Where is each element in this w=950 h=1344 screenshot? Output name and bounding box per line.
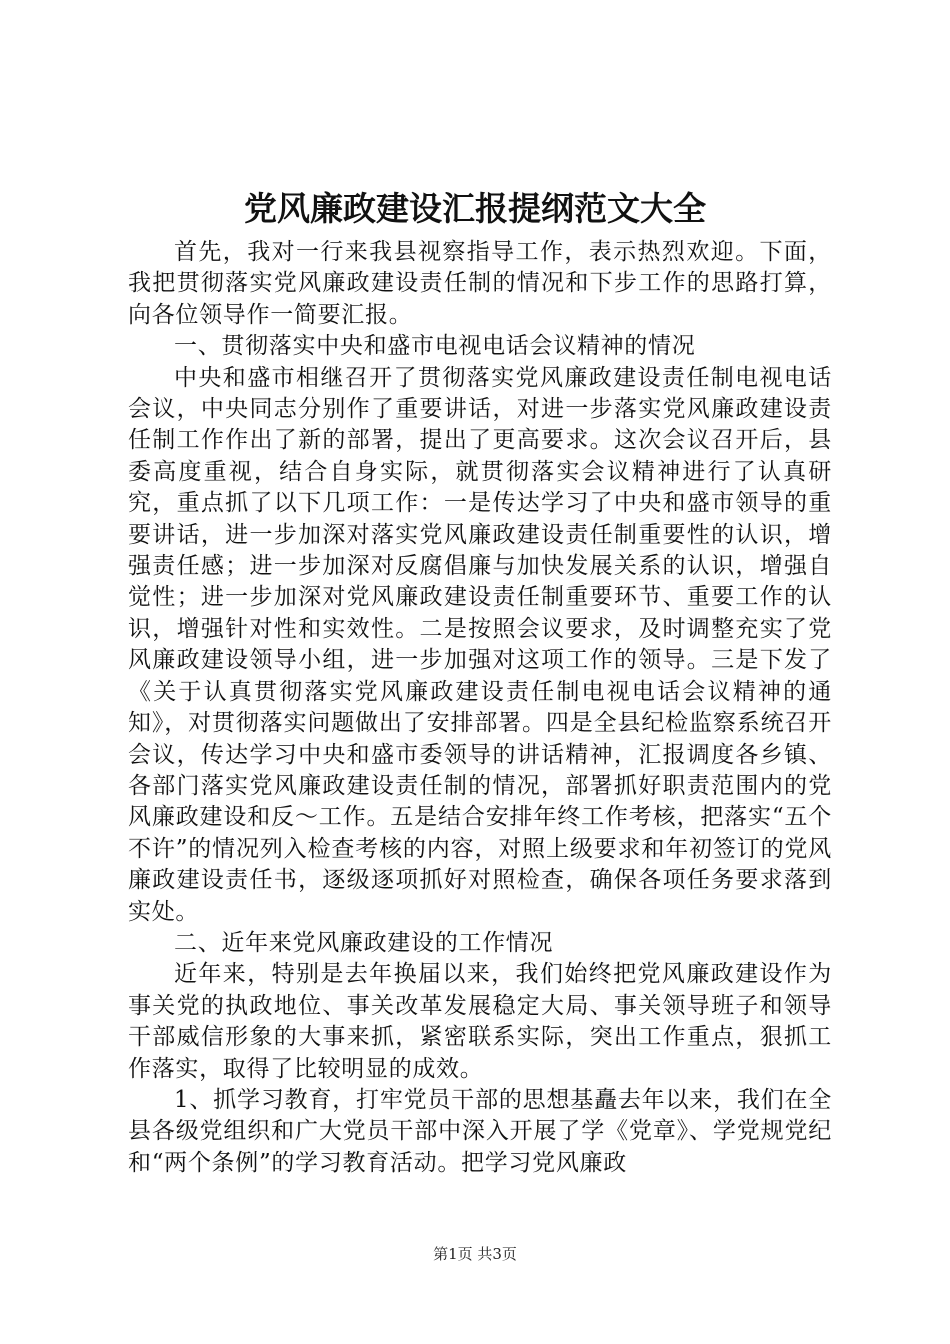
section-heading-1: 一、贯彻落实中央和盛市电视电话会议精神的情况 [174,333,696,360]
section-heading-2: 二、近年来党风廉政建设的工作情况 [174,929,554,956]
paragraph-section-1: 中央和盛市相继召开了贯彻落实党风廉政建设责任制电视电话会议，中央同志分别作了重要讲话，对进一步落实党风廉政建设责任制工作作出了新的部署，提出了更高要求。这次会议召开后，县委高度重视，结合自身实际，就贯彻落实会议精神进行了认真研究，重点抓了以下几项工作：一是传达学习了中央和盛市领导的重要讲话，进一步加深对落实党风廉政建设责任制重要性的认识，增强责任感；进一步加深对反腐倡廉与加快发展关系的认识，增强自觉性；进一步加深对党风廉政建设责任制重要环节、重要工作的认识，增强针对性和实效性。二是按照会议要求，及时调整充实了党风廉政建设领导小组，进一步加强对这项工作的领导。三是下发了《关于认真贯彻落实党风廉政建设责任制电视电话会议精神的通知》，对贯彻落实问题做出了安排部署。四是全县纪检监察系统召开会议，传达学习中央和盛市委领导的讲话精神，汇报调度各乡镇、各部门落实党风廉政建设责任制的情况，部署抓好职责范围内的党风廉政建设和反～工作。五是结合安排年终工作考核，把落实“五个不许”的情况列入检查考核的内容，对照上级要求和年初签订的党风廉政建设责任书，逐级逐项抓好对照检查，确保各项任务要求落到实处。 [128,364,832,925]
paragraph-intro: 首先，我对一行来我县视察指导工作，表示热烈欢迎。下面，我把贯彻落实党风廉政建设责任制的情况和下步工作的思路打算，向各位领导作一简要汇报。 [128,239,832,328]
paragraph-item-1: 1、抓学习教育，打牢党员干部的思想基矗去年以来，我们在全县各级党组织和广大党员干部中深入开展了学《党章》、学党规党纪和“两个条例”的学习教育活动。把学习党风廉政 [128,1086,832,1176]
page-number-footer: 第1页 共3页 [433,1245,517,1263]
paragraph-section-2: 近年来，特别是去年换届以来，我们始终把党风廉政建设作为事关党的执政地位、事关改革发展稳定大局、事关领导班子和领导干部威信形象的大事来抓，紧密联系实际，突出工作重点，狠抓工作落实，取得了比较明显的成效。 [128,961,832,1082]
document-title: 党风廉政建设汇报提纲范文大全 [244,189,706,228]
document-body [128,237,832,1179]
